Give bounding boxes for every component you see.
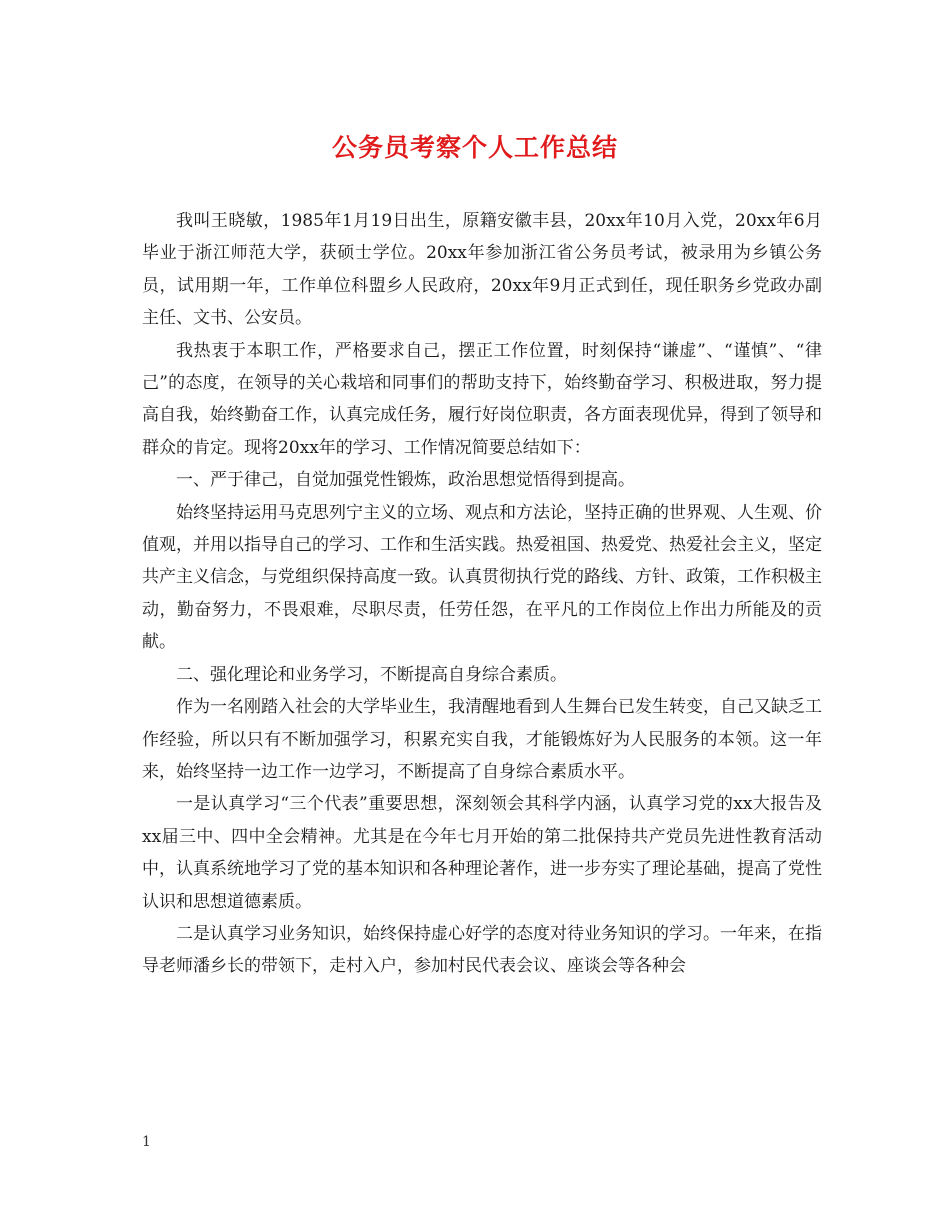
paragraph: 二是认真学习业务知识，始终保持虚心好学的态度对待业务知识的学习。一年来，在指导老师潘乡长的带领下，走村入户，参加村民代表会议、座谈会等各种会 xyxy=(142,923,822,977)
paragraph: 我热衷于本职工作，严格要求自己，摆正工作位置，时刻保持“谦虚”、“谨慎”、“律己”的态度，在领导的关心栽培和同事们的帮助支持下，始终勤奋学习、积极进取，努力提高自我，始终勤奋工作，认真完成任务，履行好岗位职责，各方面表现优异，得到了领导和群众的肯定。现将20xx年的学习、工作情况简要总结如下： xyxy=(142,340,822,458)
document-body xyxy=(142,205,822,983)
page-title: 公务员考察个人工作总结 xyxy=(331,133,618,162)
section-heading: 二、强化理论和业务学习，不断提高自身综合素质。 xyxy=(176,664,567,685)
paragraph: 我叫王晓敏，1985年1月19日出生，原籍安徽丰县，20xx年10月入党，20xx年6月毕业于浙江师范大学，获硕士学位。20xx年参加浙江省公务员考试，被录用为乡镇公务员，试用期一年，工作单位科盟乡人民政府，20xx年9月正式到任，现任职务乡党政办副主任、文书、公安员。 xyxy=(142,211,822,329)
section-heading: 一、严于律己，自觉加强党性锻炼，政治思想觉悟得到提高。 xyxy=(176,470,635,491)
page-number: 1 xyxy=(142,1134,151,1150)
paragraph: 一是认真学习“三个代表”重要思想，深刻领会其科学内涵，认真学习党的xx大报告及xx届三中、四中全会精神。尤其是在今年七月开始的第二批保持共产党员先进性教育活动中，认真系统地学习了党的基本知识和各种理论著作，进一步夯实了理论基础，提高了党性认识和思想道德素质。 xyxy=(142,794,822,912)
paragraph: 作为一名刚踏入社会的大学毕业生，我清醒地看到人生舞台已发生转变，自己又缺乏工作经验，所以只有不断加强学习，积累充实自我，才能锻炼好为人民服务的本领。这一年来，始终坚持一边工作一边学习，不断提高了自身综合素质水平。 xyxy=(142,697,822,782)
paragraph: 始终坚持运用马克思列宁主义的立场、观点和方法论，坚持正确的世界观、人生观、价值观，并用以指导自己的学习、工作和生活实践。热爱祖国、热爱党、热爱社会主义，坚定共产主义信念，与党组织保持高度一致。认真贯彻执行党的路线、方针、政策，工作积极主动，勤奋努力，不畏艰难，尽职尽责，任劳任怨，在平凡的工作岗位上作出力所能及的贡献。 xyxy=(142,502,822,653)
